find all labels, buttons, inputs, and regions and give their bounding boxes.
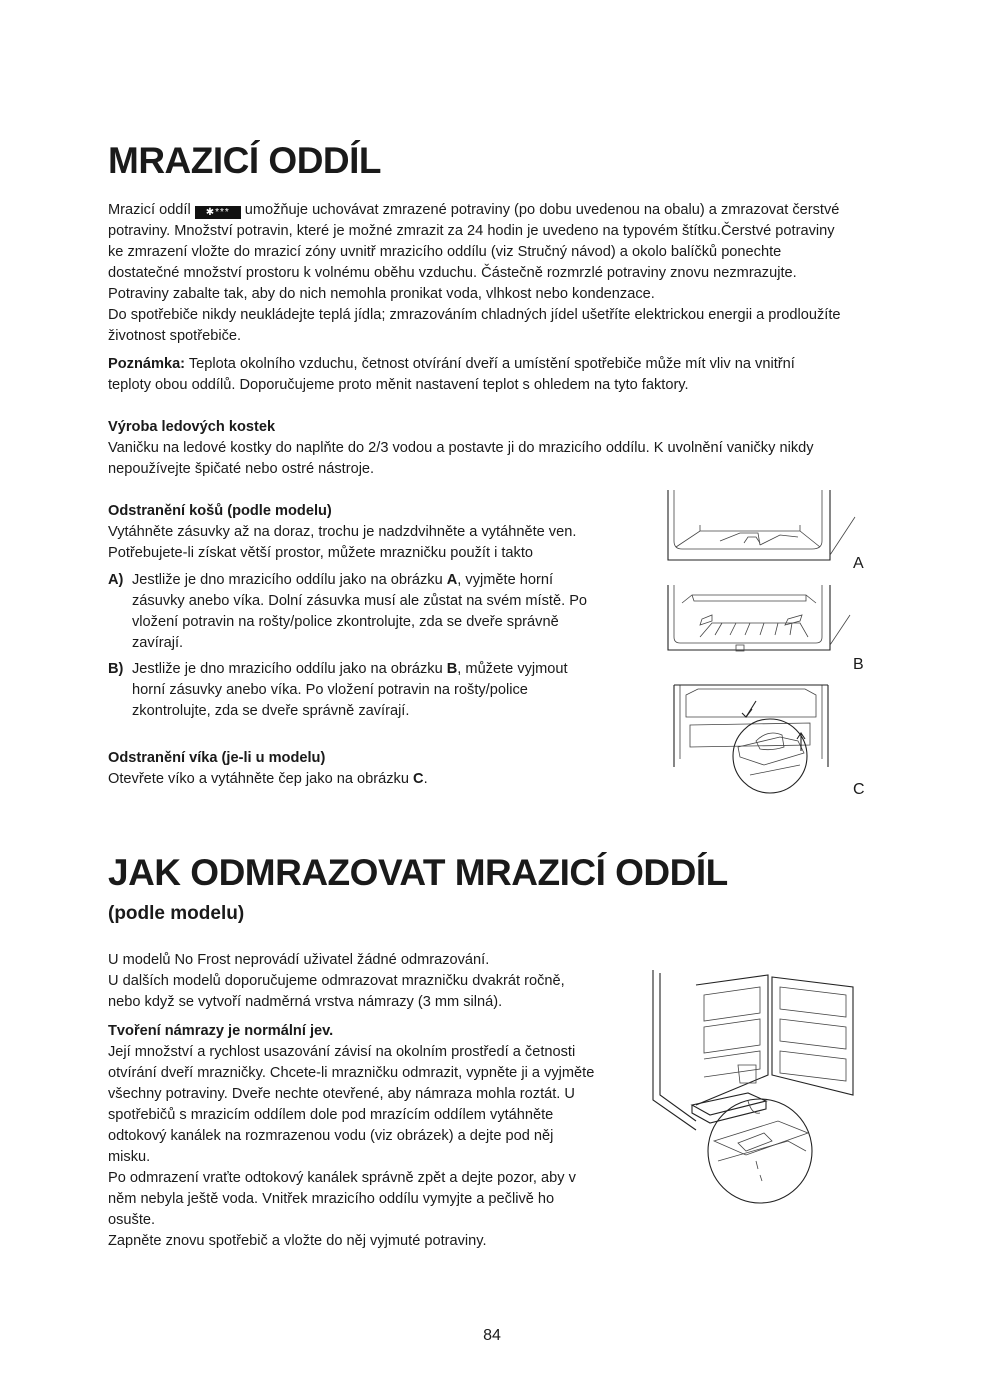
baskets-heading: Odstranění košů (podle modelu) — [108, 503, 332, 519]
item-a-label: A) — [108, 572, 124, 588]
frost-section — [108, 1021, 648, 1252]
item-b-line: zkontrolujte, zda se dveře správně zavírají. — [132, 703, 410, 719]
note-paragraph — [108, 354, 888, 396]
note-line: Teplota okolního vzduchu, četnost otvírání dveří a umístění spotřebiče může mít vliv na vnitřní — [188, 356, 795, 372]
intro-line: Potraviny zabalte tak, aby do nich nemohla pronikat voda, vlhkost nebo kondenzace. — [108, 286, 655, 302]
defrost-intro-line: U dalších modelů doporučujeme odmrazovat mrazničku dvakrát ročně, — [108, 973, 565, 989]
list-item-b — [108, 659, 648, 722]
baskets-line: Potřebujete-li získat větší prostor, můžete mrazničku použít i takto — [108, 545, 534, 561]
item-a-line: zásuvky anebo víka. Dolní zásuvka musí ale zůstat na svém místě. Po — [132, 593, 588, 609]
figure-c-drawing — [674, 685, 828, 793]
open-freezer-drawing — [653, 970, 853, 1130]
frost-line: všechny potraviny. Dveře nechte otevřené, aby námraza mohla roztát. U — [108, 1086, 575, 1102]
defrost-intro-line: U modelů No Frost neprovádí uživatel žádné odmrazování. — [108, 952, 490, 968]
figure-ref-b: B — [446, 661, 458, 677]
frost-line: Zapněte znovu spotřebič a vložte do něj vyjmuté potraviny. — [108, 1233, 487, 1249]
defrost-figure — [648, 965, 883, 1210]
defrost-intro — [108, 950, 648, 1013]
lid-text: . — [423, 771, 428, 787]
item-b-line: horní zásuvky anebo víka. Po vložení potravin na rošty/police — [132, 682, 528, 698]
frost-line: misku. — [108, 1149, 151, 1165]
freezer-intro — [108, 200, 888, 347]
figure-b-drawing — [668, 585, 850, 651]
ice-line: Vaničku na ledové kostky do naplňte do 2/3 vodou a postavte ji do mrazicího oddílu. K uvolnění vaničky nikdy — [108, 440, 814, 456]
lid-heading: Odstranění víka (je-li u modelu) — [108, 750, 326, 766]
drain-tray-drawing — [692, 1093, 812, 1203]
item-b-label: B) — [108, 661, 124, 677]
lid-section — [108, 748, 648, 790]
intro-line: umožňuje uchovávat zmrazené potraviny (po dobu uvedenou na obalu) a zmrazovat čerstvé — [244, 202, 840, 218]
section-subtitle: (podle modelu) — [108, 903, 245, 924]
intro-line: životnost spotřebiče. — [108, 328, 242, 344]
baskets-line: Vytáhněte zásuvky až na doraz, trochu je nadzdvihněte a vytáhněte ven. — [108, 524, 577, 540]
note-line: teploty obou oddílů. Doporučujeme proto měnit nastavení teplot s ohledem na tyto faktory. — [108, 377, 689, 393]
figure-a-drawing — [668, 490, 855, 560]
figure-label-a: A — [853, 555, 864, 572]
figure-ref-a: A — [446, 572, 458, 588]
intro-line: ke zmrazení vložte do mrazicí zóny uvnitř mrazicího oddílu (viz Stručný návod) a okolo balíčků ponechte — [108, 244, 782, 260]
figure-label-c: C — [853, 781, 865, 798]
freezer-star-icon: ✱*** — [195, 206, 241, 219]
figure-label-b: B — [853, 656, 864, 673]
baskets-section — [108, 501, 648, 564]
item-a-text: Jestliže je dno mrazicího oddílu jako na obrázku — [132, 572, 447, 588]
frost-line: odtokový kanálek na rozmrazenou vodu (viz obrázek) a dejte pod něj — [108, 1128, 554, 1144]
frost-line: něm nebyla ještě voda. Vnitřek mrazicího oddílu vymyjte a pečlivě ho — [108, 1191, 555, 1207]
defrost-intro-line: nebo když se vytvoří nadměrná vrstva námrazy (3 mm silná). — [108, 994, 503, 1010]
section-title-defrost: JAK ODMRAZOVAT MRAZICÍ ODDÍL — [108, 852, 728, 893]
freezer-figures-abc — [660, 485, 880, 810]
frost-line: osušte. — [108, 1212, 156, 1228]
note-label: Poznámka: — [108, 356, 186, 372]
figure-ref-c: C — [413, 771, 424, 787]
item-a-text: , vyjměte horní — [457, 572, 554, 588]
ice-cubes-section — [108, 417, 888, 480]
frost-line: Její množství a rychlost usazování závisí na okolním prostředí a četnosti — [108, 1044, 576, 1060]
list-item-a — [108, 570, 648, 654]
ice-heading: Výroba ledových kostek — [108, 419, 276, 435]
frost-line: Po odmrazení vraťte odtokový kanálek správně zpět a dejte pozor, aby v — [108, 1170, 576, 1186]
intro-line: potraviny. Množství potravin, které je možné zmrazit za 24 hodin je uvedeno na typovém štítku.Čerstvé potraviny — [108, 223, 835, 239]
page-number: 84 — [483, 1327, 501, 1344]
frost-line: spotřebičů s mrazicím oddílem dole pod mrazícím oddílem vytáhněte — [108, 1107, 554, 1123]
frost-heading: Tvoření námrazy je normální jev. — [108, 1023, 334, 1039]
item-a-line: vložení potravin na rošty/police zkontrolujte, zda se dveře správně — [132, 614, 559, 630]
lid-text: Otevřete víko a vytáhněte čep jako na obrázku — [108, 771, 414, 787]
item-b-text: Jestliže je dno mrazicího oddílu jako na obrázku — [132, 661, 447, 677]
frost-line: otvírání dveří mrazničky. Chcete-li mrazničku odmrazit, vypněte ji a vyjměte — [108, 1065, 595, 1081]
item-b-text: , můžete vyjmout — [457, 661, 568, 677]
item-a-line: zavírají. — [132, 635, 184, 651]
section-title-freezer: MRAZICÍ ODDÍL — [108, 140, 382, 181]
intro-start: Mrazicí oddíl — [108, 202, 191, 218]
ice-line: nepoužívejte špičaté nebo ostré nástroje. — [108, 461, 375, 477]
intro-line: dostatečné množství prostoru k volnému oběhu vzduchu. Částečně rozmrzlé potraviny znovu nezmrazujte. — [108, 265, 797, 281]
intro-line: Do spotřebiče nikdy neukládejte teplá jídla; zmrazováním chladných jídel ušetříte elektrickou energii a prodloužíte — [108, 307, 841, 323]
